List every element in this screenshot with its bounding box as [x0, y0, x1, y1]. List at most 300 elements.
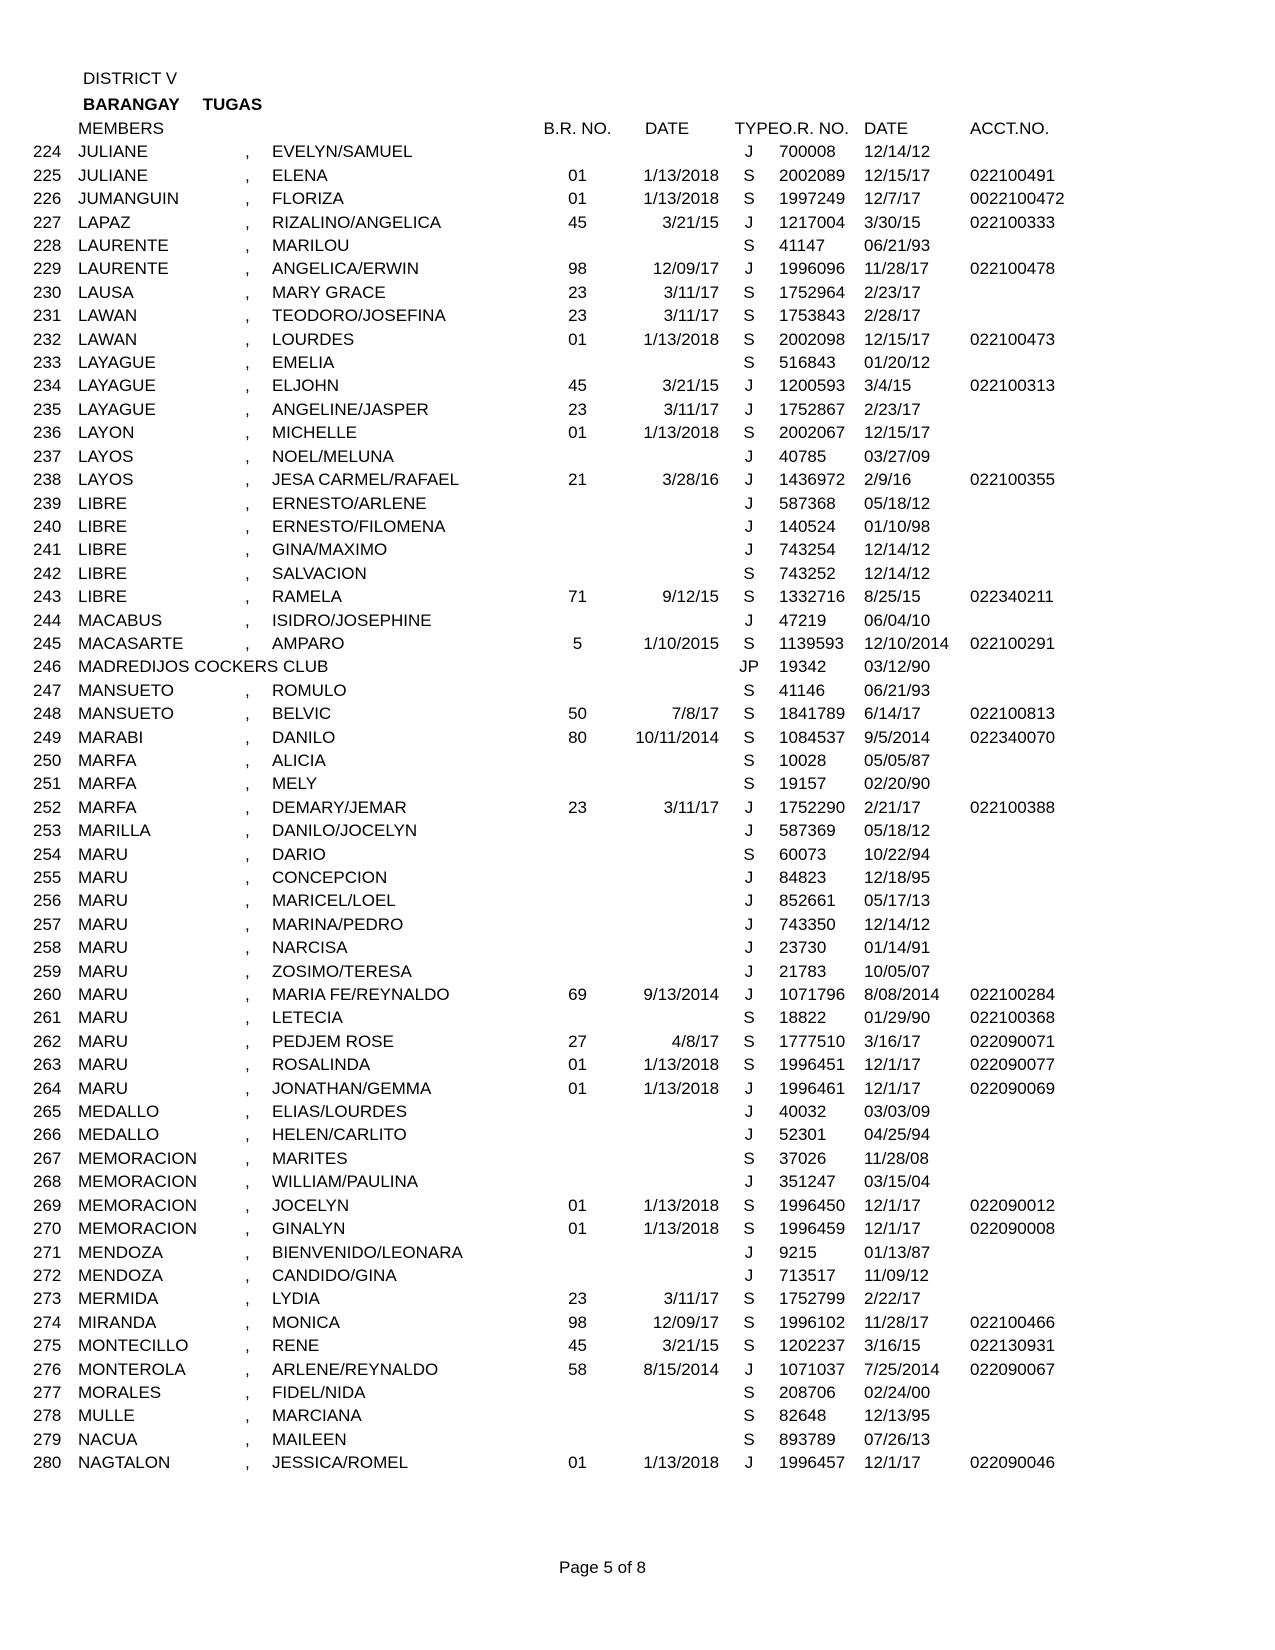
cell-surname: JULIANE — [78, 142, 148, 162]
cell-given: LOURDES — [272, 329, 355, 349]
table-row — [33, 1053, 1140, 1076]
cell-no: 260 — [33, 985, 62, 1005]
cell-given: RENE — [272, 1336, 320, 1356]
cell-br — [540, 866, 615, 889]
cell-no: 232 — [33, 329, 62, 349]
cell-or-no: 19342 — [779, 657, 827, 677]
cell-no: 276 — [33, 1359, 62, 1379]
cell-br: 58 — [568, 1359, 587, 1379]
cell-or-no: 1996461 — [779, 1078, 846, 1098]
cell-or-no: 1332716 — [779, 587, 846, 607]
cell-or-date: 2/21/17 — [864, 797, 921, 817]
cell-comma: , — [245, 1429, 250, 1449]
cell-br-date — [615, 960, 719, 983]
cell-or-no: 40032 — [779, 1102, 827, 1122]
cell-acct — [970, 234, 1140, 257]
cell-surname: NACUA — [78, 1429, 138, 1449]
cell-br: 80 — [568, 727, 587, 747]
cell-given: AMPARO — [272, 633, 345, 653]
cell-br-date — [615, 866, 719, 889]
cell-type: J — [744, 516, 754, 536]
cell-br — [540, 538, 615, 561]
cell-surname: LAYOS — [78, 446, 134, 466]
cell-or-date: 10/05/07 — [864, 961, 931, 981]
cell-type: S — [743, 1382, 755, 1402]
cell-or-no: 1084537 — [779, 727, 846, 747]
cell-or-no: 60073 — [779, 844, 827, 864]
cell-or-date: 01/29/90 — [864, 1008, 931, 1028]
cell-acct — [970, 1404, 1140, 1427]
cell-acct — [970, 843, 1140, 866]
cell-or-no: 1202237 — [779, 1336, 846, 1356]
cell-or-no: 1071796 — [779, 985, 846, 1005]
cell-comma: , — [245, 563, 250, 583]
cell-no: 226 — [33, 189, 62, 209]
cell-acct: 0022100472 — [970, 189, 1065, 209]
cell-no: 243 — [33, 587, 62, 607]
cell-or-no: 1841789 — [779, 704, 846, 724]
cell-acct: 022100478 — [970, 259, 1056, 279]
cell-or-date: 9/5/2014 — [864, 727, 931, 747]
cell-acct — [970, 140, 1140, 163]
table-row — [33, 164, 1140, 187]
cell-no: 234 — [33, 376, 62, 396]
cell-acct: 022100291 — [970, 633, 1056, 653]
cell-comma: , — [245, 750, 250, 770]
cell-br-date — [615, 538, 719, 561]
cell-given: ROSALINDA — [272, 1055, 371, 1075]
cell-type: S — [743, 282, 755, 302]
cell-no: 238 — [33, 470, 62, 490]
cell-or-no: 9215 — [779, 1242, 817, 1262]
cell-or-date: 3/16/17 — [864, 1031, 921, 1051]
cell-br — [540, 749, 615, 772]
cell-no: 224 — [33, 142, 62, 162]
table-row — [33, 655, 1140, 678]
cell-br-date: 1/13/2018 — [643, 1055, 720, 1075]
cell-given: CANDIDO/GINA — [272, 1265, 397, 1285]
cell-given: ERNESTO/ARLENE — [272, 493, 427, 513]
cell-br-date: 4/8/17 — [671, 1031, 720, 1051]
cell-or-no: 1997249 — [779, 189, 846, 209]
cell-type: J — [744, 1125, 754, 1145]
cell-surname: MADREDIJOS COCKERS CLUB — [78, 657, 329, 677]
cell-surname: LAYOS — [78, 470, 134, 490]
table-row — [33, 515, 1140, 538]
cell-given: MARY GRACE — [272, 282, 386, 302]
cell-br: 23 — [568, 399, 587, 419]
cell-surname: LAWAN — [78, 329, 138, 349]
cell-acct: 022090046 — [970, 1453, 1056, 1473]
cell-br: 21 — [568, 470, 587, 490]
cell-or-no: 587369 — [779, 821, 836, 841]
cell-br: 01 — [568, 1055, 587, 1075]
cell-no: 264 — [33, 1078, 62, 1098]
table-row — [33, 772, 1140, 795]
cell-or-no: 700008 — [779, 142, 836, 162]
cell-br: 01 — [568, 165, 587, 185]
cell-or-date: 3/16/15 — [864, 1336, 921, 1356]
cell-type: J — [744, 1172, 754, 1192]
cell-comma: , — [245, 961, 250, 981]
cell-comma: , — [245, 142, 250, 162]
cell-no: 275 — [33, 1336, 62, 1356]
cell-surname: MARU — [78, 1008, 129, 1028]
cell-or-no: 23730 — [779, 938, 827, 958]
cell-no: 255 — [33, 868, 62, 887]
cell-given: DEMARY/JEMAR — [272, 797, 407, 817]
cell-no: 261 — [33, 1008, 62, 1028]
table-row — [33, 1217, 1140, 1240]
cell-type: S — [743, 750, 755, 770]
cell-br — [540, 889, 615, 912]
table-row — [33, 351, 1140, 374]
cell-no: 277 — [33, 1382, 62, 1402]
cell-no: 241 — [33, 540, 62, 560]
cell-br: 5 — [572, 633, 583, 653]
cell-surname: NAGTALON — [78, 1453, 171, 1473]
cell-br — [540, 936, 615, 959]
cell-comma: , — [245, 493, 250, 513]
cell-comma: , — [245, 1195, 250, 1215]
barangay-label: BARANGAY — [83, 95, 180, 114]
cell-comma: , — [245, 727, 250, 747]
cell-br-date: 1/13/2018 — [643, 1219, 720, 1239]
cell-type: J — [744, 821, 754, 841]
table-row — [33, 140, 1140, 163]
cell-acct: 022100813 — [970, 704, 1056, 724]
cell-or-no: 208706 — [779, 1382, 836, 1402]
cell-br-date: 12/09/17 — [652, 259, 720, 279]
cell-given: CONCEPCION — [272, 868, 388, 887]
cell-comma: , — [245, 1382, 250, 1402]
cell-acct — [970, 749, 1140, 772]
cell-br-date — [615, 492, 719, 515]
cell-br — [540, 1381, 615, 1404]
cell-or-date: 06/21/93 — [864, 680, 931, 700]
cell-type: S — [743, 306, 755, 326]
cell-br-date: 1/13/2018 — [643, 1195, 720, 1215]
cell-acct: 022090008 — [970, 1219, 1056, 1239]
cell-no: 254 — [33, 844, 62, 864]
barangay-name: TUGAS — [202, 95, 263, 114]
cell-or-date: 03/12/90 — [864, 657, 931, 677]
cell-acct: 022090071 — [970, 1031, 1056, 1051]
cell-br: 23 — [568, 1289, 587, 1309]
cell-surname: MARU — [78, 985, 129, 1005]
cell-acct — [970, 351, 1140, 374]
cell-or-date: 01/14/91 — [864, 938, 931, 958]
cell-br-date: 1/10/2015 — [643, 633, 720, 653]
table-row — [33, 257, 1140, 280]
cell-or-no: 37026 — [779, 1148, 827, 1168]
cell-given: GINA/MAXIMO — [272, 540, 388, 560]
cell-comma: , — [245, 1008, 250, 1028]
cell-br: 71 — [568, 587, 587, 607]
cell-given: BELVIC — [272, 704, 332, 724]
cell-given: ELJOHN — [272, 376, 340, 396]
cell-br: 23 — [568, 282, 587, 302]
cell-comma: , — [245, 774, 250, 794]
cell-or-date: 03/03/09 — [864, 1102, 931, 1122]
cell-or-date: 05/18/12 — [864, 493, 931, 513]
cell-br — [540, 819, 615, 842]
cell-or-no: 351247 — [779, 1172, 836, 1192]
col-header-br-date: DATE — [644, 119, 690, 138]
cell-surname: MARU — [78, 868, 129, 887]
cell-acct — [970, 492, 1140, 515]
cell-or-no: 10028 — [779, 750, 827, 770]
cell-or-date: 05/05/87 — [864, 750, 931, 770]
cell-comma: , — [245, 1289, 250, 1309]
cell-no: 246 — [33, 657, 62, 677]
cell-given: JESA CARMEL/RAFAEL — [272, 470, 460, 490]
cell-or-date: 2/22/17 — [864, 1289, 921, 1309]
cell-or-date: 7/25/2014 — [864, 1359, 940, 1379]
cell-surname: MACASARTE — [78, 633, 184, 653]
cell-or-date: 11/28/08 — [864, 1148, 929, 1168]
cell-acct — [970, 421, 1140, 444]
cell-or-date: 12/14/12 — [864, 142, 931, 162]
cell-given: MELY — [272, 774, 318, 794]
cell-surname: LIBRE — [78, 563, 128, 583]
cell-given: ERNESTO/FILOMENA — [272, 516, 446, 536]
cell-type: J — [744, 1359, 754, 1379]
cell-or-no: 1752799 — [779, 1289, 846, 1309]
cell-or-date: 10/22/94 — [864, 844, 931, 864]
cell-type: S — [743, 1195, 755, 1215]
col-header-acct-no: ACCT.NO. — [970, 119, 1050, 138]
cell-type: J — [744, 610, 754, 630]
cell-or-no: 41147 — [779, 236, 826, 256]
cell-br-date: 9/12/15 — [662, 587, 720, 607]
cell-or-date: 12/18/95 — [864, 868, 931, 887]
cell-no: 244 — [33, 610, 62, 630]
document-header — [83, 66, 262, 118]
cell-br: 01 — [568, 189, 587, 209]
cell-br-date — [615, 1123, 719, 1146]
cell-comma: , — [245, 914, 250, 934]
cell-type: J — [744, 1265, 754, 1285]
cell-or-date: 2/23/17 — [864, 282, 921, 302]
page-number: Page 5 of 8 — [559, 1558, 646, 1577]
cell-or-date: 12/14/12 — [864, 563, 931, 583]
cell-given: JESSICA/ROMEL — [272, 1453, 409, 1473]
cell-br: 45 — [568, 212, 587, 232]
cell-or-no: 743350 — [779, 914, 836, 934]
table-row — [33, 492, 1140, 515]
cell-br-date — [615, 1428, 719, 1451]
table-row — [33, 585, 1140, 608]
col-header-members: MEMBERS — [78, 119, 164, 138]
cell-type: J — [744, 212, 754, 232]
cell-or-date: 3/30/15 — [864, 212, 921, 232]
cell-or-date: 12/15/17 — [864, 329, 931, 349]
cell-br-date — [615, 1170, 719, 1193]
cell-comma: , — [245, 1172, 250, 1192]
table-row — [33, 398, 1140, 421]
cell-comma: , — [245, 329, 250, 349]
cell-acct — [970, 445, 1140, 468]
cell-or-date: 11/28/17 — [864, 259, 929, 279]
cell-acct — [970, 281, 1140, 304]
cell-or-no: 21783 — [779, 961, 827, 981]
cell-surname: LIBRE — [78, 493, 128, 513]
cell-type: J — [744, 938, 754, 958]
cell-given: BIENVENIDO/LEONARA — [272, 1242, 463, 1262]
cell-acct: 022340211 — [970, 587, 1054, 607]
cell-br-date — [615, 655, 719, 678]
cell-br-date — [615, 1381, 719, 1404]
cell-no: 259 — [33, 961, 62, 981]
cell-comma: , — [245, 516, 250, 536]
cell-or-no: 1777510 — [779, 1031, 846, 1051]
table-row — [33, 1077, 1140, 1100]
cell-acct — [970, 1287, 1140, 1310]
cell-acct — [970, 562, 1140, 585]
cell-or-no: 2002089 — [779, 165, 846, 185]
cell-or-no: 1996457 — [779, 1453, 846, 1473]
cell-no: 270 — [33, 1219, 62, 1239]
cell-br-date: 3/11/17 — [663, 306, 720, 326]
table-row — [33, 1147, 1140, 1170]
cell-br-date: 3/11/17 — [663, 1289, 720, 1309]
cell-comma: , — [245, 938, 250, 958]
cell-or-no: 52301 — [779, 1125, 827, 1145]
cell-surname: LIBRE — [78, 587, 128, 607]
table-row — [33, 1428, 1140, 1451]
cell-br — [540, 234, 615, 257]
cell-br-date: 1/13/2018 — [643, 189, 720, 209]
cell-acct: 022100313 — [970, 376, 1056, 396]
cell-comma: , — [245, 1219, 250, 1239]
cell-surname: MARU — [78, 844, 129, 864]
cell-or-no: 18822 — [779, 1008, 827, 1028]
table-row — [33, 1123, 1140, 1146]
table-row — [33, 211, 1140, 234]
cell-comma: , — [245, 189, 250, 209]
cell-or-no: 1752964 — [779, 282, 846, 302]
cell-type: JP — [739, 657, 759, 677]
cell-br — [540, 913, 615, 936]
cell-surname: LAPAZ — [78, 212, 131, 232]
cell-or-date: 3/4/15 — [864, 376, 912, 396]
cell-surname: MEMORACION — [78, 1148, 197, 1168]
table-header-row — [33, 117, 1140, 140]
cell-or-no: 40785 — [779, 446, 827, 466]
cell-or-no: 587368 — [779, 493, 836, 513]
cell-acct — [970, 609, 1140, 632]
cell-comma: , — [245, 540, 250, 560]
cell-surname: MEDALLO — [78, 1125, 160, 1145]
cell-br: 01 — [568, 1078, 587, 1098]
table-row — [33, 374, 1140, 397]
cell-or-no: 1996459 — [779, 1219, 846, 1239]
table-row — [33, 983, 1140, 1006]
cell-type: J — [744, 376, 754, 396]
table-row — [33, 1241, 1140, 1264]
cell-br: 45 — [568, 376, 587, 396]
cell-given: DANILO/JOCELYN — [272, 821, 418, 841]
cell-br-date: 3/11/17 — [663, 282, 720, 302]
cell-comma: , — [245, 1055, 250, 1075]
cell-comma: , — [245, 797, 250, 817]
cell-or-no: 2002067 — [779, 423, 846, 443]
cell-or-date: 2/28/17 — [864, 306, 921, 326]
cell-type: S — [743, 353, 755, 373]
cell-no: 253 — [33, 821, 62, 841]
cell-br: 01 — [568, 329, 587, 349]
table-row — [33, 1451, 1140, 1474]
cell-or-date: 2/23/17 — [864, 399, 921, 419]
cell-surname: LAURENTE — [78, 236, 169, 256]
cell-type: J — [744, 1453, 754, 1473]
cell-or-date: 04/25/94 — [864, 1125, 931, 1145]
cell-br-date: 3/11/17 — [663, 399, 720, 419]
cell-acct — [970, 866, 1140, 889]
table-row — [33, 819, 1140, 842]
cell-no: 273 — [33, 1289, 62, 1309]
cell-br — [540, 351, 615, 374]
table-row — [33, 1030, 1140, 1053]
cell-no: 267 — [33, 1148, 62, 1168]
cell-surname: MENDOZA — [78, 1242, 163, 1262]
cell-or-no: 1752867 — [779, 399, 846, 419]
cell-or-no: 82648 — [779, 1406, 827, 1426]
cell-given: PEDJEM ROSE — [272, 1031, 394, 1051]
cell-surname: MERMIDA — [78, 1289, 159, 1309]
cell-or-no: 140524 — [779, 516, 836, 536]
cell-type: J — [744, 470, 754, 490]
cell-br-date: 3/21/15 — [662, 212, 720, 232]
cell-type: S — [743, 1312, 755, 1332]
cell-br-date: 7/8/17 — [671, 704, 720, 724]
cell-no: 279 — [33, 1429, 62, 1449]
cell-comma: , — [245, 1031, 250, 1051]
cell-no: 274 — [33, 1312, 62, 1332]
cell-acct: 022090012 — [970, 1195, 1056, 1215]
table-row — [33, 1170, 1140, 1193]
cell-or-date: 8/08/2014 — [864, 985, 940, 1005]
cell-given: MARCIANA — [272, 1406, 362, 1426]
cell-br-date: 3/11/17 — [663, 797, 720, 817]
cell-given: TEODORO/JOSEFINA — [272, 306, 446, 326]
cell-br-date — [615, 1241, 719, 1264]
cell-acct: 022100355 — [970, 470, 1056, 490]
cell-comma: , — [245, 212, 250, 232]
cell-given: ALICIA — [272, 750, 326, 770]
cell-surname: LAYAGUE — [78, 399, 156, 419]
cell-no: 235 — [33, 399, 62, 419]
cell-or-date: 06/04/10 — [864, 610, 931, 630]
cell-comma: , — [245, 1453, 250, 1473]
cell-surname: MARFA — [78, 774, 137, 794]
table-row — [33, 726, 1140, 749]
cell-comma: , — [245, 236, 250, 256]
table-row — [33, 562, 1140, 585]
cell-br: 01 — [568, 1453, 587, 1473]
cell-acct — [970, 679, 1140, 702]
cell-surname: JUMANGUIN — [78, 189, 180, 209]
cell-or-no: 893789 — [779, 1429, 836, 1449]
cell-no: 256 — [33, 891, 62, 911]
cell-or-no: 1139593 — [779, 633, 844, 653]
cell-no: 280 — [33, 1453, 62, 1473]
cell-no: 242 — [33, 563, 62, 583]
cell-no: 278 — [33, 1406, 62, 1426]
cell-surname: MEDALLO — [78, 1102, 160, 1122]
cell-surname: MARU — [78, 891, 129, 911]
